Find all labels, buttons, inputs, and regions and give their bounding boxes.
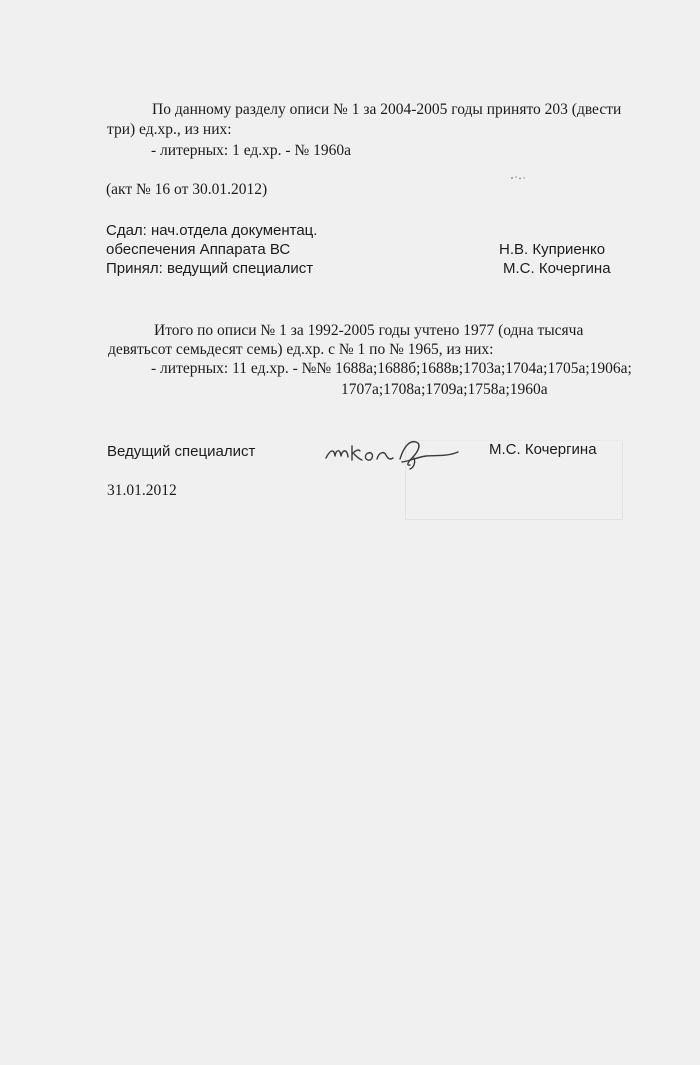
- handwritten-signature: [322, 432, 464, 472]
- handover-received-line: Принял: ведущий специалист: [106, 260, 314, 277]
- scan-specks: [510, 168, 528, 174]
- footer-date: 31.01.2012: [107, 482, 177, 499]
- total-literal-line1: - литерных: 11 ед.хр. - №№ 1688а;1688б;1688в;1703а;1704а;1705а;1906а;: [151, 360, 632, 377]
- handover-given-name: Н.В. Куприенко: [499, 241, 606, 258]
- section-literal-line: - литерных: 1 ед.хр. - № 1960а: [151, 142, 352, 159]
- section-summary-line2: три) ед.хр., из них:: [107, 121, 232, 138]
- total-literal-line2: 1707а;1708а;1709а;1758а;1960а: [341, 381, 548, 398]
- footer-name: М.С. Кочергина: [489, 441, 597, 458]
- total-line2: девятьсот семьдесят семь) ед.хр. с № 1 по № 1965, из них:: [108, 341, 494, 358]
- act-reference: (акт № 16 от 30.01.2012): [106, 181, 268, 198]
- section-summary-line1: По данному разделу описи № 1 за 2004-2005 годы принято 203 (двести: [152, 101, 622, 118]
- handover-given-line2: обеспечения Аппарата ВС: [106, 241, 291, 258]
- footer-position: Ведущий специалист: [107, 443, 256, 460]
- handover-given-line1: Сдал: нач.отдела документац.: [106, 222, 318, 239]
- handover-received-name: М.С. Кочергина: [503, 260, 611, 277]
- total-line1: Итого по описи № 1 за 1992-2005 годы учтено 1977 (одна тысяча: [154, 322, 584, 339]
